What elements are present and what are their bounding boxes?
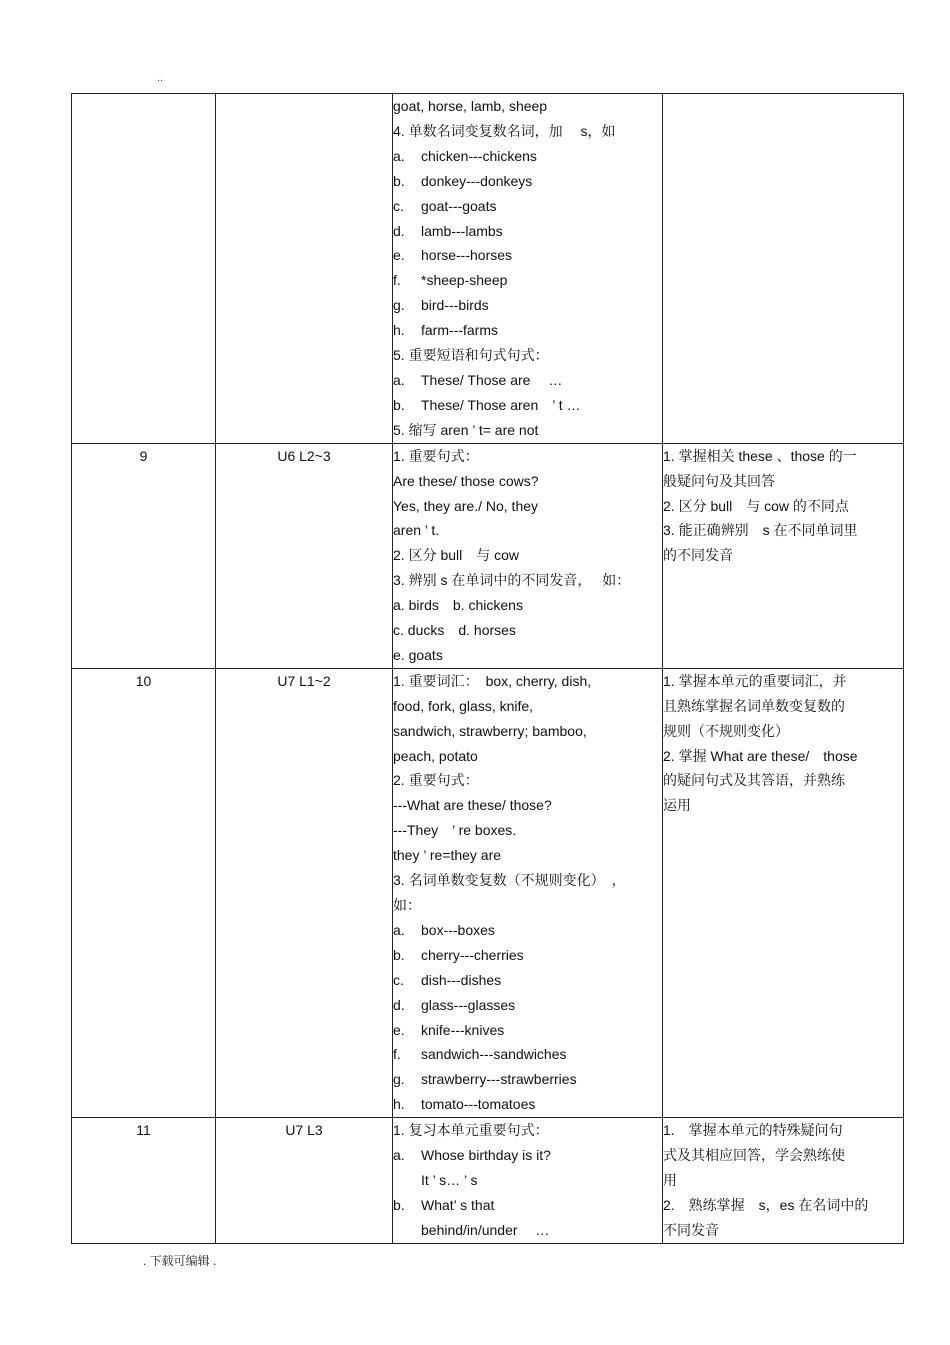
list-item — [393, 968, 662, 993]
list-item-text: These/ Those aren ’ t … — [421, 396, 581, 413]
goal-line: 的疑问句式及其答语，并熟练 — [663, 772, 845, 789]
list-item-text: donkey---donkeys — [421, 172, 533, 189]
list-marker: c. — [393, 971, 404, 988]
list-item — [393, 1193, 662, 1218]
goals-cell — [663, 1118, 904, 1244]
content-line: Are these/ those cows? — [393, 472, 539, 489]
list-item-text: bird---birds — [421, 297, 489, 314]
goals-cell — [663, 668, 904, 1117]
list-marker: d. — [393, 222, 405, 239]
list-item — [393, 943, 662, 968]
lesson-number: 10 — [135, 672, 152, 689]
list-item — [393, 1067, 662, 1092]
list-item — [393, 169, 662, 194]
goal-line: 2. 熟练掌握 s，es 在名词中的 — [663, 1196, 869, 1213]
list-item-text: goat---goats — [421, 197, 497, 214]
lesson-number-cell — [72, 94, 216, 444]
lesson-number-cell — [72, 1118, 216, 1244]
table-row — [72, 94, 904, 444]
list-item — [393, 1018, 662, 1043]
unit-cell — [216, 443, 393, 668]
content-line: 如： — [393, 897, 421, 913]
list-item-text: chicken---chickens — [421, 147, 537, 164]
unit-label: U6 L2~3 — [277, 447, 331, 464]
table-row — [72, 668, 904, 1117]
content-line: 1. 复习本单元重要句式： — [393, 1122, 549, 1139]
table-row — [72, 443, 904, 668]
unit-cell — [216, 668, 393, 1117]
content-line: 5. 重要短语和句式句式： — [393, 347, 549, 364]
list-item — [393, 144, 662, 169]
goal-line: 般疑问句及其回答 — [663, 472, 775, 489]
list-item-text: These/ Those are … — [421, 371, 563, 388]
content-line: c. ducks d. horses — [393, 622, 516, 639]
list-item — [393, 318, 662, 343]
content-line: 1. 重要句式： — [393, 447, 479, 464]
list-marker: d. — [393, 996, 405, 1013]
list-marker: e. — [393, 1021, 405, 1038]
list-item-continuation: It ’ s… ’ s — [421, 1171, 478, 1188]
content-cell — [393, 443, 663, 668]
list-item-text: horse---horses — [421, 247, 513, 264]
list-item-text: box---boxes — [421, 921, 495, 938]
unit-cell — [216, 1118, 393, 1244]
list-item-continuation: behind/in/under … — [421, 1221, 550, 1238]
lesson-number: 11 — [136, 1122, 151, 1139]
list-marker: b. — [393, 172, 405, 189]
lesson-number-cell — [72, 668, 216, 1117]
list-marker: c. — [393, 197, 404, 214]
list-item — [393, 219, 662, 244]
goal-line: 运用 — [663, 797, 691, 814]
list-item-text: tomato---tomatoes — [421, 1096, 536, 1113]
list-marker: b. — [393, 946, 405, 963]
list-marker: a. — [393, 1147, 405, 1164]
footer-text: . 下载可编辑 . — [143, 1254, 217, 1268]
content-line: 5. 缩写 aren ’ t= are not — [393, 421, 539, 438]
unit-label: U7 L3 — [285, 1122, 323, 1139]
list-item-text: lamb---lambs — [421, 222, 503, 239]
list-marker: f. — [393, 272, 401, 289]
list-marker: b. — [393, 396, 405, 413]
list-marker: e. — [393, 247, 405, 264]
content-cell — [393, 94, 663, 444]
list-item — [393, 194, 662, 219]
content-cell — [393, 668, 663, 1117]
unit-cell — [216, 94, 393, 444]
goal-line: 的不同发音 — [663, 547, 733, 564]
list-item — [393, 368, 662, 393]
goal-line: 2. 区分 bull 与 cow 的不同点 — [663, 497, 849, 514]
list-item-text: sandwich---sandwiches — [421, 1046, 567, 1063]
content-line: sandwich, strawberry; bamboo, — [393, 722, 587, 739]
list-marker: a. — [393, 921, 405, 938]
list-item-text: dish---dishes — [421, 971, 502, 988]
list-item — [393, 268, 662, 293]
goal-line: 且熟练掌握名词单数变复数的 — [663, 697, 845, 714]
goal-line: 3. 能正确辨别 s 在不同单词里 — [663, 522, 858, 539]
list-marker: g. — [393, 297, 405, 314]
list-item-text: *sheep-sheep — [421, 272, 508, 289]
list-item-text: strawberry---strawberries — [421, 1071, 577, 1088]
goal-line: 1. 掌握本单元的特殊疑问句 — [663, 1122, 843, 1139]
list-item — [393, 1042, 662, 1067]
goals-cell — [663, 443, 904, 668]
goal-line: 1. 掌握相关 these 、those 的一 — [663, 447, 857, 464]
content-line: food, fork, glass, knife, — [393, 697, 534, 714]
content-line: 2. 区分 bull 与 cow — [393, 547, 520, 564]
list-item — [393, 243, 662, 268]
content-line: peach, potato — [393, 747, 478, 764]
content-cell — [393, 1118, 663, 1244]
content-line: goat, horse, lamb, sheep — [393, 98, 548, 114]
lesson-number: 9 — [139, 447, 148, 464]
content-line: Yes, they are./ No, they — [393, 497, 539, 514]
list-item — [393, 393, 662, 418]
list-item-text: cherry---cherries — [421, 946, 524, 963]
header-mark: .. — [157, 72, 164, 84]
lesson-plan-table — [71, 93, 904, 1244]
list-item — [393, 993, 662, 1018]
content-line: a. birds b. chickens — [393, 597, 523, 614]
list-item-text: glass---glasses — [421, 996, 516, 1013]
list-marker: g. — [393, 1071, 405, 1088]
list-item-text: Whose birthday is it? — [421, 1147, 551, 1164]
unit-label: U7 L1~2 — [277, 672, 331, 689]
content-line: ---They ’ re boxes. — [393, 822, 517, 839]
lesson-plan-body — [72, 94, 904, 1244]
list-item-text: farm---farms — [421, 322, 498, 339]
goal-line: 式及其相应回答，学会熟练使 — [663, 1147, 845, 1164]
content-line: ---What are these/ those? — [393, 797, 552, 814]
list-item — [393, 1143, 662, 1168]
list-marker: b. — [393, 1196, 405, 1213]
list-marker: a. — [393, 147, 405, 164]
list-item — [393, 293, 662, 318]
goal-line: 规则（不规则变化） — [663, 722, 789, 739]
list-marker: f. — [393, 1046, 401, 1063]
list-item-text: knife---knives — [421, 1021, 505, 1038]
table-row — [72, 1118, 904, 1244]
content-line: 2. 重要句式： — [393, 772, 479, 789]
content-line: e. goats — [393, 646, 443, 663]
content-line: 1. 重要词汇： box, cherry, dish, — [393, 672, 592, 689]
content-line: 3. 辨别 s 在单词中的不同发音， 如： — [393, 572, 631, 589]
goal-line: 2. 掌握 What are these/ those — [663, 747, 858, 764]
content-line: 3. 名词单数变复数（不规则变化） ， — [393, 872, 626, 889]
content-line: 4. 单数名词变复数名词，加 s，如 — [393, 122, 616, 139]
list-item-text: What’ s that — [421, 1196, 495, 1213]
list-item — [393, 918, 662, 943]
list-item — [393, 1092, 662, 1117]
goal-line: 不同发音 — [663, 1221, 719, 1238]
list-marker: h. — [393, 322, 405, 339]
list-marker: a. — [393, 371, 405, 388]
goal-line: 用 — [663, 1171, 677, 1188]
content-line: they ’ re=they are — [393, 847, 502, 864]
lesson-number-cell — [72, 443, 216, 668]
content-line: aren ’ t. — [393, 522, 440, 539]
list-marker: h. — [393, 1096, 405, 1113]
goals-cell — [663, 94, 904, 444]
goal-line: 1. 掌握本单元的重要词汇，并 — [663, 672, 847, 689]
